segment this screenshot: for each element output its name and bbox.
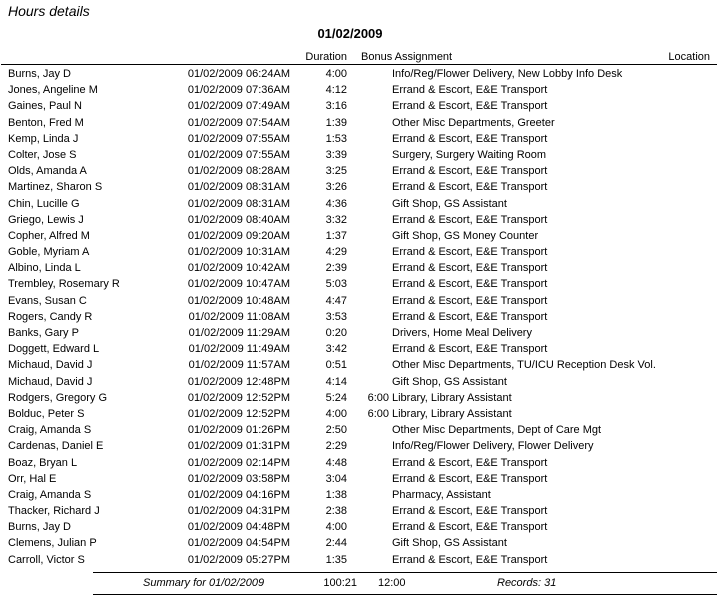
table-row (0, 553, 726, 569)
record-duration: 1:39 (325, 116, 347, 129)
record-datetime: 01/02/2009 04:31PM (187, 505, 290, 518)
bonus-assignment: Errand & Escort, E&E Transport (392, 505, 548, 518)
record-duration: 3:39 (325, 148, 347, 161)
record-duration: 0:51 (325, 359, 347, 372)
table-row (0, 197, 726, 213)
table-row (0, 180, 726, 196)
bonus-assignment: Pharmacy, Assistant (392, 488, 491, 501)
record-duration: 3:32 (325, 213, 347, 226)
table-row (0, 520, 726, 536)
bonus-assignment: Other Misc Departments, Greeter (392, 116, 555, 129)
record-duration: 5:03 (325, 278, 347, 291)
summary-top-line (93, 572, 717, 573)
table-row (0, 326, 726, 342)
header-divider-line (1, 64, 717, 65)
record-duration: 1:53 (325, 132, 347, 145)
record-duration: 4:36 (325, 197, 347, 210)
bonus-assignment: Gift Shop, GS Assistant (392, 537, 507, 550)
volunteer-name: Boaz, Bryan L (8, 456, 78, 469)
record-duration: 4:00 (325, 407, 347, 420)
bonus-assignment: Drivers, Home Meal Delivery (392, 327, 532, 339)
record-duration: 1:38 (325, 488, 347, 501)
summary-label: Summary for 01/02/2009 (143, 577, 265, 589)
table-row (0, 83, 726, 99)
volunteer-name: Rogers, Candy R (8, 310, 93, 323)
record-datetime: 01/02/2009 11:29AM (188, 327, 290, 339)
record-duration: 3:53 (325, 310, 347, 323)
record-datetime: 01/02/2009 01:31PM (187, 440, 290, 453)
record-datetime: 01/02/2009 02:14PM (187, 456, 290, 469)
record-duration: 1:35 (325, 553, 347, 566)
volunteer-name: Michaud, David J (8, 375, 93, 388)
table-row (0, 148, 726, 164)
record-datetime: 01/02/2009 11:49AM (188, 343, 290, 356)
record-datetime: 01/02/2009 10:31AM (187, 246, 290, 259)
record-duration: 5:24 (325, 391, 347, 404)
volunteer-name: Cardenas, Daniel E (8, 440, 104, 453)
table-row (0, 536, 726, 552)
table-row (0, 391, 726, 407)
record-datetime: 01/02/2009 06:24AM (187, 68, 290, 80)
table-row (0, 164, 726, 180)
record-duration: 4:12 (325, 84, 347, 97)
volunteer-name: Evans, Susan C (8, 294, 87, 307)
table-row (0, 488, 726, 504)
record-duration: 3:25 (325, 165, 347, 178)
volunteer-name: Banks, Gary P (8, 327, 79, 339)
bonus-time-prefix: 6:00 (367, 407, 389, 420)
volunteer-name: Craig, Amanda S (8, 424, 92, 437)
record-duration: 4:00 (325, 68, 347, 80)
volunteer-name: Craig, Amanda S (8, 488, 92, 501)
table-row (0, 99, 726, 115)
record-duration: 2:39 (325, 262, 347, 275)
bonus-assignment: Errand & Escort, E&E Transport (392, 165, 548, 178)
volunteer-name: Benton, Fred M (8, 116, 84, 129)
volunteer-name: Martinez, Sharon S (8, 181, 103, 194)
table-row (0, 261, 726, 277)
column-header-bonus-assignment: Bonus Assignment (361, 51, 453, 63)
record-datetime: 01/02/2009 03:58PM (187, 472, 290, 485)
bonus-assignment: Surgery, Surgery Waiting Room (392, 148, 547, 161)
summary-duration-total: 100:21 (323, 577, 357, 589)
table-row (0, 132, 726, 148)
bonus-assignment: Errand & Escort, E&E Transport (392, 278, 548, 291)
bonus-assignment: Errand & Escort, E&E Transport (392, 343, 548, 356)
group-date-header: 01/02/2009 (317, 26, 383, 41)
bonus-assignment: Gift Shop, GS Assistant (392, 197, 507, 210)
table-row (0, 407, 726, 423)
volunteer-name: Orr, Hal E (8, 472, 57, 485)
record-duration: 2:44 (325, 537, 347, 550)
record-duration: 1:37 (325, 229, 347, 242)
summary-bottom-line (93, 594, 717, 595)
record-datetime: 01/02/2009 11:57AM (188, 359, 290, 372)
report-title: Hours details (8, 3, 90, 19)
bonus-assignment: Info/Reg/Flower Delivery, New Lobby Info Desk (392, 68, 623, 80)
volunteer-name: Copher, Alfred M (8, 229, 90, 242)
bonus-assignment: Errand & Escort, E&E Transport (392, 132, 548, 145)
volunteer-name: Griego, Lewis J (8, 213, 84, 226)
table-row (0, 310, 726, 326)
table-row (0, 277, 726, 293)
table-row (0, 67, 726, 83)
record-datetime: 01/02/2009 12:52PM (187, 407, 290, 420)
bonus-assignment: Errand & Escort, E&E Transport (392, 262, 548, 275)
table-row (0, 342, 726, 358)
record-datetime: 01/02/2009 04:48PM (187, 521, 290, 534)
record-duration: 3:26 (325, 181, 347, 194)
bonus-assignment: Errand & Escort, E&E Transport (392, 456, 548, 469)
record-duration: 4:47 (325, 294, 347, 307)
volunteer-name: Gaines, Paul N (8, 100, 82, 113)
records-list (0, 67, 726, 569)
table-row (0, 456, 726, 472)
record-datetime: 01/02/2009 10:47AM (187, 278, 290, 291)
volunteer-name: Thacker, Richard J (8, 505, 100, 518)
table-row (0, 116, 726, 132)
record-duration: 2:50 (325, 424, 347, 437)
table-row (0, 375, 726, 391)
bonus-assignment: Errand & Escort, E&E Transport (392, 100, 548, 113)
record-datetime: 01/02/2009 04:16PM (187, 488, 290, 501)
record-datetime: 01/02/2009 08:31AM (187, 181, 290, 194)
bonus-assignment: Other Misc Departments, TU/ICU Reception Desk Vol. (392, 359, 656, 372)
volunteer-name: Chin, Lucille G (8, 197, 80, 210)
volunteer-name: Jones, Angeline M (8, 84, 98, 97)
record-datetime: 01/02/2009 04:54PM (187, 537, 290, 550)
volunteer-name: Michaud, David J (8, 359, 93, 372)
bonus-assignment: Errand & Escort, E&E Transport (392, 521, 548, 534)
record-duration: 3:04 (325, 472, 347, 485)
volunteer-name: Olds, Amanda A (8, 165, 87, 178)
volunteer-name: Doggett, Edward L (8, 343, 100, 356)
volunteer-name: Clemens, Julian P (8, 537, 97, 550)
record-duration: 4:14 (325, 375, 347, 388)
record-datetime: 01/02/2009 12:52PM (187, 391, 290, 404)
bonus-assignment: Errand & Escort, E&E Transport (392, 310, 548, 323)
bonus-assignment: Errand & Escort, E&E Transport (392, 181, 548, 194)
bonus-assignment: Library, Library Assistant (392, 391, 512, 404)
bonus-assignment: Gift Shop, GS Money Counter (392, 229, 539, 242)
summary-record-count: Records: 31 (497, 577, 557, 589)
volunteer-name: Rodgers, Gregory G (8, 391, 108, 404)
record-duration: 4:48 (325, 456, 347, 469)
volunteer-name: Albino, Linda L (8, 262, 81, 275)
volunteer-name: Trembley, Rosemary R (8, 278, 120, 291)
table-row (0, 229, 726, 245)
bonus-assignment: Errand & Escort, E&E Transport (392, 472, 548, 485)
volunteer-name: Carroll, Victor S (8, 553, 85, 566)
record-datetime: 01/02/2009 07:55AM (187, 132, 290, 145)
record-duration: 3:16 (325, 100, 347, 113)
record-datetime: 01/02/2009 11:08AM (188, 310, 290, 323)
record-duration: 4:00 (325, 521, 347, 534)
record-datetime: 01/02/2009 07:49AM (187, 100, 290, 113)
record-datetime: 01/02/2009 08:31AM (187, 197, 290, 210)
table-row (0, 358, 726, 374)
table-row (0, 423, 726, 439)
record-datetime: 01/02/2009 08:40AM (187, 213, 290, 226)
record-datetime: 01/02/2009 07:36AM (187, 84, 290, 97)
table-row (0, 504, 726, 520)
table-row (0, 294, 726, 310)
table-row (0, 439, 726, 455)
volunteer-name: Kemp, Linda J (8, 132, 79, 145)
volunteer-name: Colter, Jose S (8, 148, 77, 161)
volunteer-name: Burns, Jay D (8, 521, 71, 534)
bonus-assignment: Library, Library Assistant (392, 407, 512, 420)
record-duration: 3:42 (325, 343, 347, 356)
record-duration: 2:38 (325, 505, 347, 518)
bonus-assignment: Gift Shop, GS Assistant (392, 375, 507, 388)
bonus-assignment: Other Misc Departments, Dept of Care Mgt (392, 424, 602, 437)
bonus-assignment: Errand & Escort, E&E Transport (392, 294, 548, 307)
volunteer-name: Goble, Myriam A (8, 246, 90, 259)
record-datetime: 01/02/2009 10:42AM (187, 262, 290, 275)
column-header-duration: Duration (305, 51, 347, 63)
record-duration: 4:29 (325, 246, 347, 259)
bonus-assignment: Errand & Escort, E&E Transport (392, 553, 548, 566)
record-datetime: 01/02/2009 10:48AM (187, 294, 290, 307)
bonus-assignment: Errand & Escort, E&E Transport (392, 213, 548, 226)
bonus-assignment: Errand & Escort, E&E Transport (392, 246, 548, 259)
table-row (0, 472, 726, 488)
record-datetime: 01/02/2009 05:27PM (187, 553, 290, 566)
record-datetime: 01/02/2009 07:55AM (187, 148, 290, 161)
record-datetime: 01/02/2009 01:26PM (187, 424, 290, 437)
bonus-assignment: Errand & Escort, E&E Transport (392, 84, 548, 97)
bonus-assignment: Info/Reg/Flower Delivery, Flower Delivery (392, 440, 594, 453)
column-header-location: Location (668, 51, 710, 63)
record-datetime: 01/02/2009 12:48PM (187, 375, 290, 388)
record-datetime: 01/02/2009 09:20AM (187, 229, 290, 242)
volunteer-name: Bolduc, Peter S (8, 407, 85, 420)
summary-bonus-time-total: 12:00 (378, 577, 406, 589)
record-duration: 2:29 (325, 440, 347, 453)
volunteer-name: Burns, Jay D (8, 68, 71, 80)
table-row (0, 213, 726, 229)
bonus-time-prefix: 6:00 (367, 391, 389, 404)
record-duration: 0:20 (325, 327, 347, 339)
table-row (0, 245, 726, 261)
record-datetime: 01/02/2009 08:28AM (187, 165, 290, 178)
record-datetime: 01/02/2009 07:54AM (187, 116, 290, 129)
